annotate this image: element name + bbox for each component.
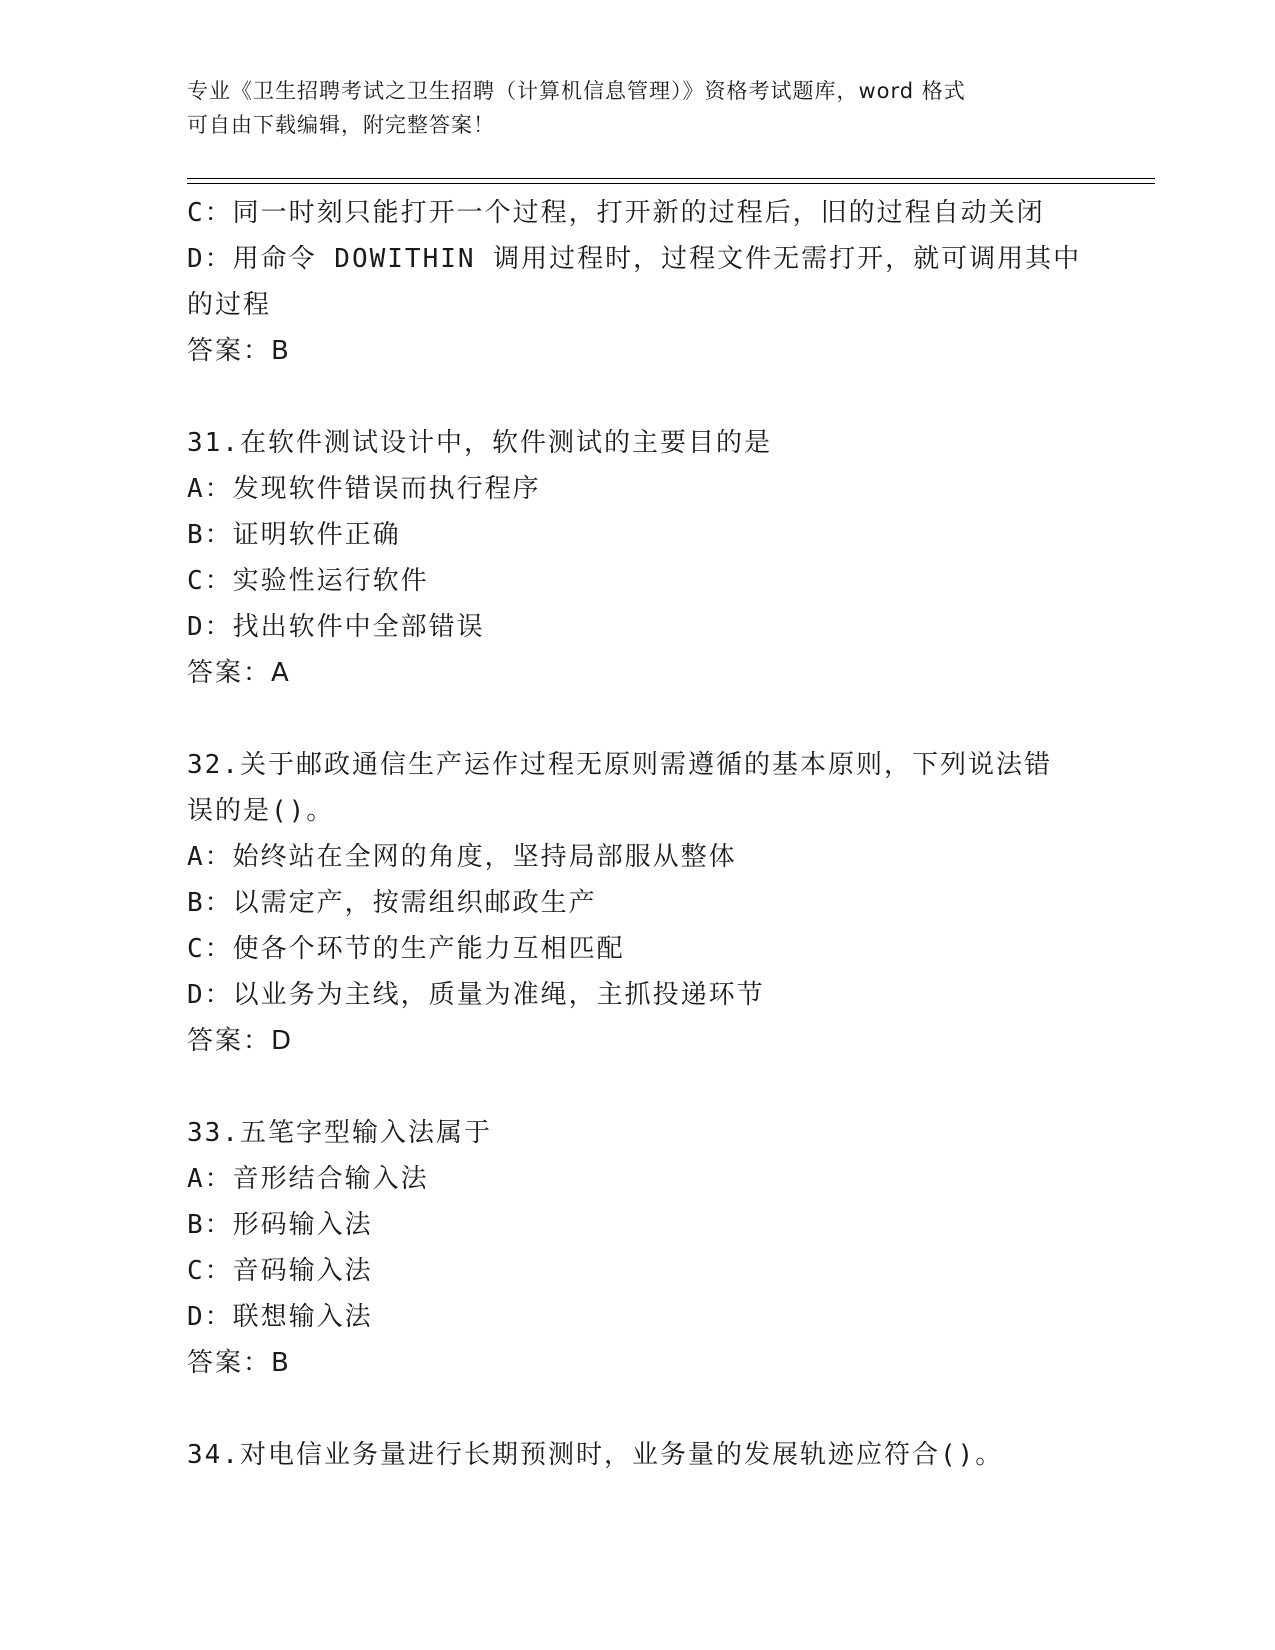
question-stem: 32.关于邮政通信生产运作过程无原则需遵循的基本原则，下列说法错: [187, 750, 1052, 780]
option-d: D：用命令 DOWITHIN 调用过程时，过程文件无需打开，就可调用其中: [187, 244, 1082, 274]
question-34: [187, 1432, 1087, 1478]
answer: 答案：A: [187, 658, 291, 688]
question-stem: 33.五笔字型输入法属于: [187, 1118, 492, 1148]
question-content: [187, 190, 1087, 1478]
spacer: [187, 1064, 1087, 1110]
option-b: B：证明软件正确: [187, 520, 401, 550]
answer: 答案：B: [187, 1348, 291, 1378]
header-line-1: 专业《卫生招聘考试之卫生招聘（计算机信息管理）》资格考试题库，word 格式: [187, 79, 966, 103]
option-d: D：联想输入法: [187, 1302, 373, 1332]
document-header: [187, 74, 1067, 142]
option-b: B：形码输入法: [187, 1210, 373, 1240]
header-line-2: 可自由下载编辑，附完整答案！: [187, 113, 495, 137]
spacer: [187, 374, 1087, 420]
question-31: [187, 420, 1087, 696]
question-33: [187, 1110, 1087, 1386]
question-stem: 34.对电信业务量进行长期预测时，业务量的发展轨迹应符合()。: [187, 1440, 1004, 1470]
option-d-continued: 的过程: [187, 290, 272, 320]
question-32: [187, 742, 1087, 1064]
option-c: C：使各个环节的生产能力互相匹配: [187, 934, 625, 964]
header-divider-top: [187, 178, 1155, 179]
question-stem-continued: 误的是()。: [187, 796, 335, 826]
question-stem: 31.在软件测试设计中，软件测试的主要目的是: [187, 428, 772, 458]
option-c: C：音码输入法: [187, 1256, 373, 1286]
answer: 答案：D: [187, 1026, 294, 1056]
header-divider-bottom: [187, 183, 1155, 184]
option-c: C：实验性运行软件: [187, 566, 429, 596]
option-a: A：始终站在全网的角度，坚持局部服从整体: [187, 842, 737, 872]
spacer: [187, 1386, 1087, 1432]
previous-question-tail: [187, 190, 1087, 374]
option-d: D：找出软件中全部错误: [187, 612, 485, 642]
option-a: A：音形结合输入法: [187, 1164, 429, 1194]
option-c: C：同一时刻只能打开一个过程，打开新的过程后，旧的过程自动关闭: [187, 198, 1045, 228]
option-a: A：发现软件错误而执行程序: [187, 474, 541, 504]
option-d: D：以业务为主线，质量为准绳，主抓投递环节: [187, 980, 765, 1010]
spacer: [187, 696, 1087, 742]
option-b: B：以需定产，按需组织邮政生产: [187, 888, 597, 918]
answer: 答案：B: [187, 336, 291, 366]
